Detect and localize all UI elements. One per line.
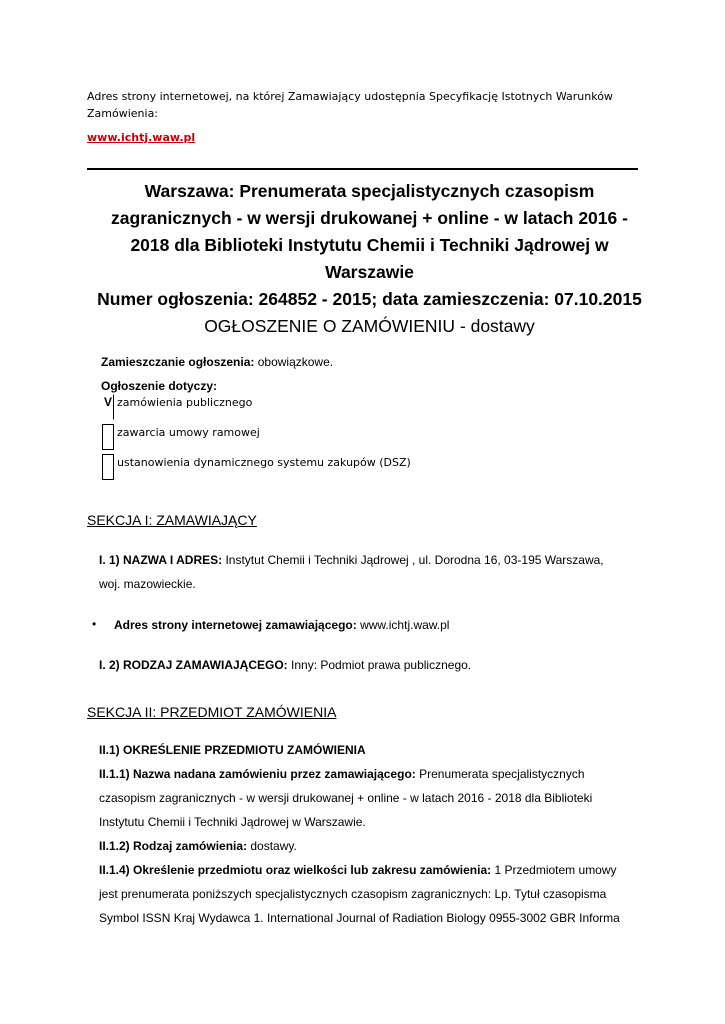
order-kind-value: dostawy. — [250, 839, 297, 853]
notice-kind: OGŁOSZENIE O ZAMÓWIENIU - dostawy — [204, 316, 535, 336]
section-2-body — [99, 738, 639, 930]
order-scope-label: II.1.4) Określenie przedmiotu oraz wielkości lub zakresu zamówienia: — [99, 863, 492, 877]
option-label: zamówienia publicznego — [117, 396, 253, 409]
order-name-value-cont: czasopism zagranicznych - w wersji drukowanej + online - w latach 2016 - 2018 dla Biblioteki — [99, 791, 593, 805]
concerns-label: Ogłoszenie dotyczy: — [101, 379, 218, 393]
bullet-dot: • — [92, 617, 97, 631]
title-line-4: Warszawie — [325, 262, 414, 282]
section-1-heading: SEKCJA I: ZAMAWIAJĄCY — [87, 512, 257, 528]
website-value[interactable]: www.ichtj.waw.pl — [360, 618, 450, 632]
name-address-label: I. 1) NAZWA I ADRES: — [99, 553, 223, 567]
siwz-intro-text: Adres strony internetowej, na której Zamawiający udostępnia Specyfikację Istotnych Warunków Zamówienia: — [87, 90, 613, 120]
order-scope-value-cont: Symbol ISSN Kraj Wydawca 1. International Journal of Radiation Biology 0955-3002 GBR Informa — [99, 911, 620, 925]
notice-number: Numer ogłoszenia: 264852 - 2015; data zamieszczenia: 07.10.2015 — [97, 289, 642, 309]
option-checkbox[interactable]: V — [102, 394, 114, 420]
name-address-value-cont: woj. mazowieckie. — [99, 577, 196, 591]
order-name-value: Prenumerata specjalistycznych — [419, 767, 585, 781]
subject-heading: II.1) OKREŚLENIE PRZEDMIOTU ZAMÓWIENIA — [99, 743, 366, 757]
contracting-type-label: I. 2) RODZAJ ZAMAWIAJĄCEGO: — [99, 658, 288, 672]
section-1-name-address — [99, 548, 639, 596]
publication-label: Zamieszczanie ogłoszenia: — [101, 355, 255, 369]
horizontal-rule — [87, 168, 638, 170]
title-line-3: 2018 dla Biblioteki Instytutu Chemii i Techniki Jądrowej w — [130, 235, 609, 255]
option-label: ustanowienia dynamicznego systemu zakupów (DSZ) — [117, 456, 411, 469]
name-address-value: Instytut Chemii i Techniki Jądrowej , ul. Dorodna 16, 03-195 Warszawa, — [225, 553, 604, 567]
option-checkbox[interactable] — [102, 424, 114, 450]
contracting-type-value: Inny: Podmiot prawa publicznego. — [291, 658, 472, 672]
contracting-type-line — [99, 658, 471, 672]
order-name-label: II.1.1) Nazwa nadana zamówieniu przez zamawiającego: — [99, 767, 416, 781]
order-name-value-cont: Instytutu Chemii i Techniki Jądrowej w Warszawie. — [99, 815, 366, 829]
option-label: zawarcia umowy ramowej — [117, 426, 260, 439]
siwz-url-link[interactable]: www.ichtj.waw.pl — [87, 131, 196, 144]
website-label: Adres strony internetowej zamawiającego: — [114, 618, 357, 632]
title-line-2: zagranicznych - w wersji drukowanej + online - w latach 2016 - — [111, 208, 628, 228]
order-scope-value: 1 Przedmiotem umowy — [494, 863, 617, 877]
publication-value: obowiązkowe. — [257, 355, 334, 369]
publication-line — [101, 355, 333, 369]
order-kind-label: II.1.2) Rodzaj zamówienia: — [99, 839, 248, 853]
order-scope-value-cont: jest prenumerata poniższych specjalistycznych czasopism zagranicznych: Lp. Tytuł czasopisma — [99, 887, 607, 901]
section-2-heading: SEKCJA II: PRZEDMIOT ZAMÓWIENIA — [87, 704, 337, 720]
website-line — [114, 618, 449, 632]
option-checkbox[interactable] — [102, 454, 114, 480]
title-line-1: Warszawa: Prenumerata specjalistycznych czasopism — [144, 181, 595, 201]
notice-title-block — [87, 178, 652, 340]
